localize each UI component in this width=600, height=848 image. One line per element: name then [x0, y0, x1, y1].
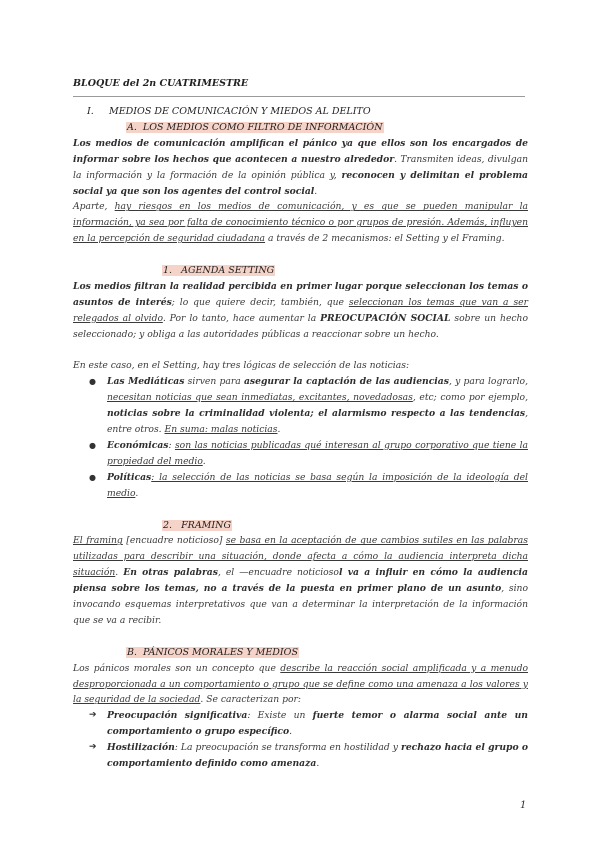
framing-highlight: [162, 520, 232, 531]
underlined-text: hay riesgos en los medios de comunicación, y es que se pueden manipular la información, ya sea por falta de conocimiento técnico o por grupos de presión. Además, influyen en la percepción de seguridad ciudadana: [73, 201, 528, 245]
bold-text: l va a influir en cómo la audiencia piensa sobre los temas, no a través de la puesta en primer plano de un asunto: [73, 567, 529, 595]
underlined-text: En suma: malas noticias: [164, 424, 278, 436]
bold-text: Los medios de comunicación amplifican el pánico ya que ellos son los encargados de informar sobre los hechos que acontecen a nuestro alrededor: [73, 137, 528, 165]
paragraph-moral-panics: [73, 661, 528, 709]
subsection-number: B.: [127, 646, 138, 658]
selection-logic-list: [73, 374, 528, 501]
bold-text: En otras palabras: [123, 567, 218, 579]
text: .: [115, 567, 124, 579]
list-item-label: Hostilización: [107, 742, 175, 754]
text: sobre un hecho seleccionado; y obliga a las autoridades públicas a reaccionar sobre un hecho.: [73, 312, 528, 340]
subheading-title: AGENDA SETTING: [181, 265, 275, 277]
list-item-label: Preocupación significativa: [107, 710, 248, 722]
subheading-number: 1.: [163, 265, 173, 277]
text: , entre otros.: [107, 408, 528, 436]
subsection-title: LOS MEDIOS COMO FILTRO DE INFORMACIÓN: [142, 121, 383, 133]
subheading-agenda-setting: [162, 263, 528, 279]
bold-text: noticias sobre la criminalidad violenta; el alarmismo respecto a las tendencias: [107, 408, 526, 420]
moral-panic-characteristics-list: [73, 708, 528, 772]
spacer: [73, 247, 528, 263]
text: .: [316, 758, 320, 770]
subheading-number: 2.: [163, 519, 173, 531]
text: [encuadre noticioso]: [122, 535, 226, 547]
paragraph-media-filter: [73, 136, 528, 200]
text: .: [202, 455, 206, 467]
underlined-text: necesitan noticias que sean inmediatas, excitantes, novedadosas: [107, 392, 413, 404]
paragraph-setting-intro: En este caso, en el Setting, hay tres lógicas de selección de las noticias:: [73, 360, 410, 372]
subsection-heading-b: [126, 645, 528, 661]
list-item-politicas: [107, 470, 528, 502]
subsection-b-highlight: [126, 647, 299, 658]
spacer: [73, 343, 528, 359]
paragraph-framing: [73, 533, 528, 628]
bold-text: asegurar la captación de las audiencias: [243, 376, 449, 388]
text: Aparte,: [73, 201, 115, 213]
paragraph-agenda: [73, 279, 528, 343]
list-item-label: Económicas: [107, 440, 169, 451]
subsection-a-highlight: [126, 122, 384, 133]
bold-text: Los medios filtran la realidad percibida en primer lugar porque seleccionan los temas o asuntos de interés: [73, 280, 528, 308]
section-heading-1: [87, 104, 528, 120]
bold-text: rechazo hacia el grupo o comportamiento definido como amenaza: [107, 742, 529, 770]
text: , etc; como por ejemplo,: [412, 392, 528, 404]
text: . Por lo tanto, hace aumentar la: [162, 312, 321, 324]
underlined-text: se basa en la aceptación de que cambios sutiles en las palabras utilizadas para describir una situación, donde afecta a cómo la audiencia interpreta dicha situación: [73, 535, 529, 579]
text: .: [277, 424, 281, 436]
underlined-text: : la selección de las noticias se basa según la imposición de la ideología del medio: [107, 471, 528, 499]
agenda-highlight: [162, 265, 275, 276]
text: sirven para: [184, 376, 244, 388]
text: Los pánicos morales son un concepto que: [73, 662, 281, 674]
text: : La preocupación se transforma en hostilidad y: [174, 742, 401, 754]
list-item-mediaticas: [107, 374, 528, 438]
subheading-title: FRAMING: [181, 519, 232, 531]
list-item-label: Las Mediáticas: [107, 376, 185, 388]
section-number: I.: [87, 106, 94, 117]
paragraph-media-risks: [73, 199, 528, 247]
text: , y para lograrlo,: [448, 376, 528, 388]
text: .: [314, 185, 318, 197]
underlined-text: El framing: [73, 535, 123, 547]
underlined-text: seleccionan los temas que van a ser relegados al olvido: [73, 296, 528, 324]
text: : Existe un: [247, 710, 313, 722]
text: , el —encuadre noticioso: [217, 567, 339, 579]
header-rule: [73, 96, 525, 97]
text: . Se caracterizan por:: [200, 694, 302, 706]
text: ; lo que quiere decir, también, que: [171, 296, 349, 308]
subsection-title: PÁNICOS MORALES Y MEDIOS: [143, 646, 298, 658]
bold-text: reconocen y delimitan el problema social ya que son los agentes del control social: [73, 169, 528, 197]
text: :: [168, 440, 175, 451]
block-title: BLOQUE del 2n CUATRIMESTRE: [73, 78, 249, 89]
spacer: [73, 629, 528, 645]
document-body: [73, 104, 528, 772]
subheading-framing: [162, 518, 528, 534]
bold-text: PREOCUPACIÓN SOCIAL: [320, 312, 451, 324]
list-item-preocupacion: [107, 708, 528, 740]
text: a través de 2 mecanismos: el Setting y el Framing.: [265, 233, 505, 245]
text: , sino invocando esquemas interpretativos que van a determinar la interpretación de la información que se va a recibir.: [73, 583, 528, 626]
list-item-hostilizacion: [107, 740, 528, 772]
underlined-text: describe la reacción social amplificada y a menudo desproporcionada a un comportamiento o grupo que se define como una amenaza a los valores y la seguridad de la sociedad: [73, 662, 528, 706]
subsection-heading-a: [126, 120, 528, 136]
spacer: [73, 502, 528, 518]
underlined-text: son las noticias publicadas qué interesan al grupo corporativo que tiene la propiedad del medio: [107, 440, 528, 467]
bold-text: fuerte temor o alarma social ante un comportamiento o grupo específico: [107, 710, 528, 738]
page-number: 1: [520, 800, 527, 811]
list-item-economicas: [107, 438, 528, 470]
section-title: MEDIOS DE COMUNICACIÓN Y MIEDOS AL DELITO: [109, 106, 371, 117]
text: . Transmiten ideas, divulgan la información y la formación de la opinión pública y,: [73, 153, 528, 181]
text: .: [135, 487, 139, 499]
text: .: [289, 726, 293, 738]
subsection-number: A.: [127, 121, 137, 133]
list-item-label: Políticas: [107, 471, 152, 483]
